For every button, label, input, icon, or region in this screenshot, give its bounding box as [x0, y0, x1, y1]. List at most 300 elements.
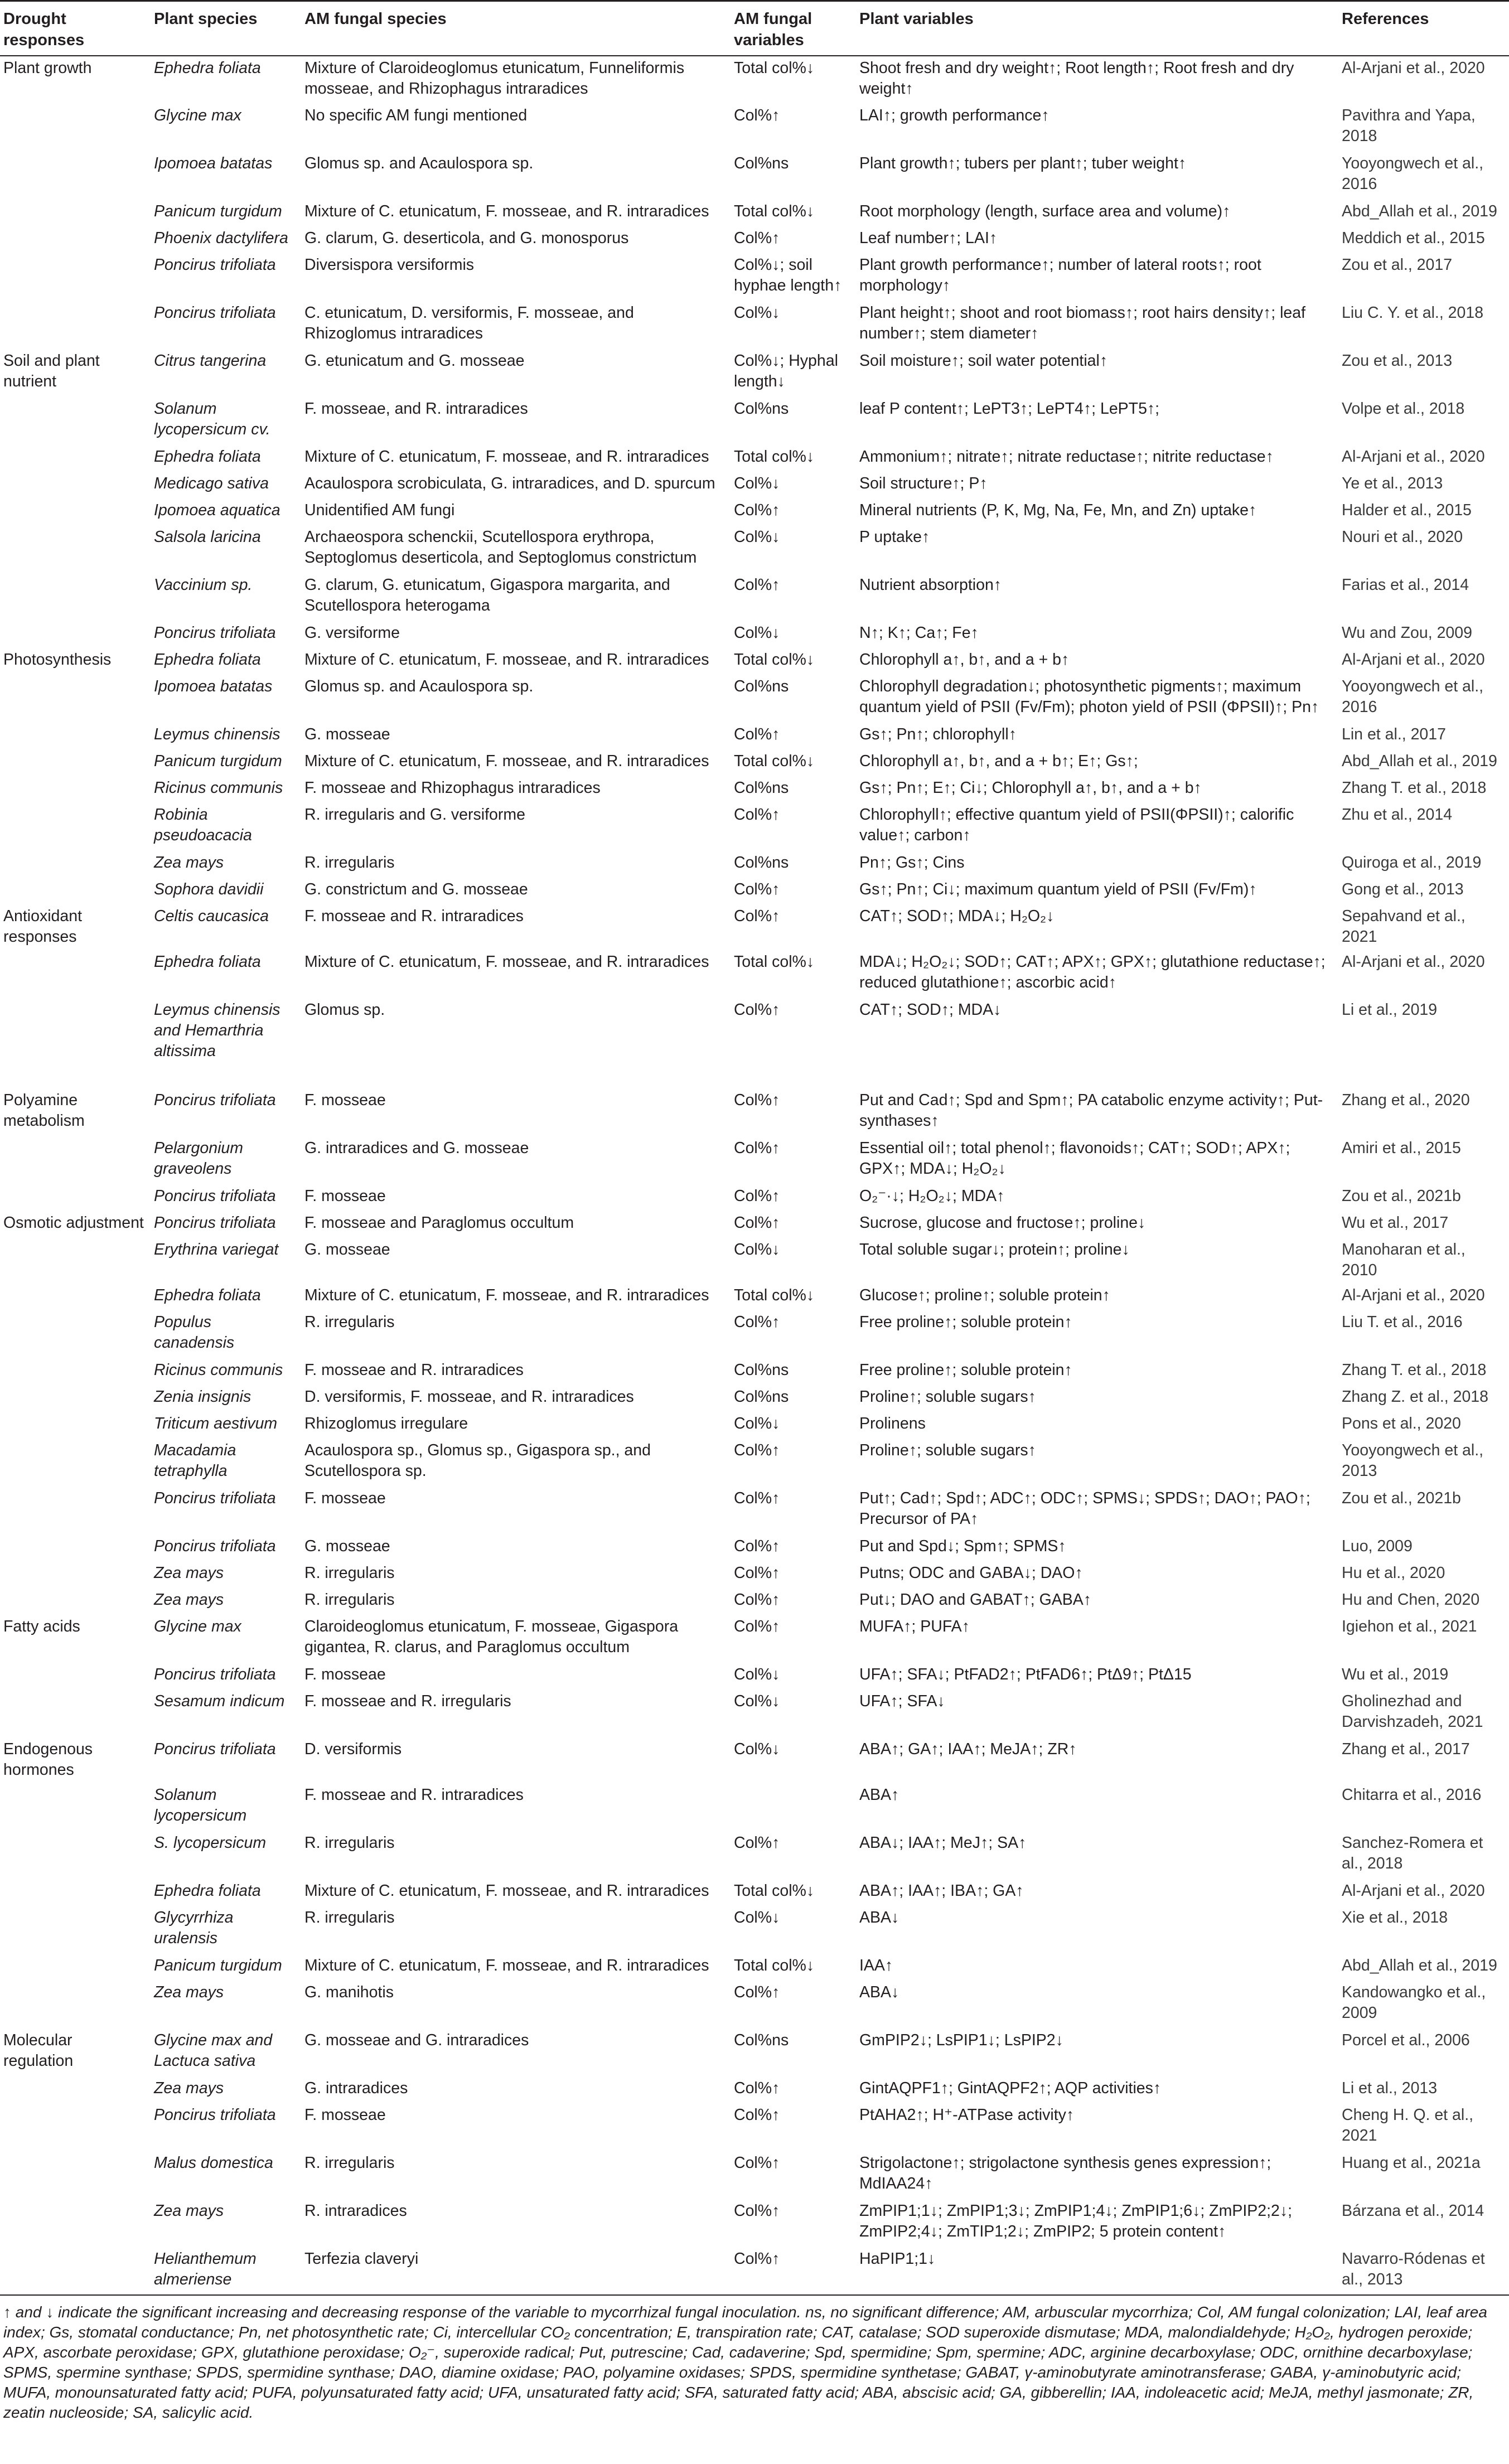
- cell-am-fungal-species: R. irregularis: [304, 1909, 395, 1926]
- cell-reference: Luo, 2009: [1342, 1537, 1413, 1555]
- cell-plant-species: Poncirus trifoliata: [154, 1537, 276, 1555]
- cell-am-fungal-species: F. mosseae: [304, 1091, 386, 1109]
- cell-reference: Igiehon et al., 2021: [1342, 1618, 1477, 1635]
- cell-reference: Yooyongwech et al., 2013: [1342, 1441, 1484, 1480]
- cell-plant-species: Poncirus trifoliata: [154, 1214, 276, 1232]
- cell-am-fungal-species: R. irregularis: [304, 1313, 395, 1331]
- cell-plant-variables: Put↑; Cad↑; Spd↑; ADC↑; ODC↑; SPMS↓; SPDS↑; DAO↑; PAO↑; Precursor of PA↑: [859, 1489, 1310, 1528]
- cell-am-fungal-variables: Total col%↓: [734, 1882, 815, 1900]
- table-body: [0, 56, 1509, 2295]
- cell-reference: Meddich et al., 2015: [1342, 229, 1485, 247]
- cell-reference: Al-Arjani et al., 2020: [1342, 1286, 1485, 1304]
- cell-am-fungal-species: No specific AM fungi mentioned: [304, 107, 528, 124]
- cell-plant-species: Panicum turgidum: [154, 202, 282, 220]
- cell-am-fungal-variables: Col%↑: [734, 229, 780, 247]
- cell-reference: Zhu et al., 2014: [1342, 806, 1453, 824]
- cell-reference: Zhang T. et al., 2018: [1342, 779, 1487, 797]
- cell-am-fungal-variables: Total col%↓: [734, 651, 815, 669]
- cell-plant-species: Poncirus trifoliata: [154, 256, 276, 274]
- cell-reference: Sanchez-Romera et al., 2018: [1342, 1834, 1483, 1872]
- cell-reference: Zou et al., 2013: [1342, 352, 1453, 370]
- cell-am-fungal-species: Diversispora versiformis: [304, 256, 475, 274]
- cell-drought-response: [0, 2076, 151, 2103]
- cell-am-fungal-variables: Col%↑: [734, 1618, 780, 1635]
- table-row: [0, 776, 1509, 803]
- table-row: [0, 1284, 1509, 1310]
- table-row: [0, 1238, 1509, 1284]
- cell-drought-response: [0, 1358, 151, 1385]
- cell-plant-variables: Shoot fresh and dry weight↑; Root length↑; Root fresh and dry weight↑: [859, 59, 1294, 98]
- cell-drought-response: [0, 621, 151, 648]
- cell-am-fungal-species: R. irregularis: [304, 1834, 395, 1852]
- cell-drought-response: Antioxidant responses: [3, 907, 83, 946]
- cell-reference: Al-Arjani et al., 2020: [1342, 448, 1485, 466]
- cell-am-fungal-variables: Col%↑: [734, 1441, 780, 1459]
- cell-plant-species: Helianthemum almeriense: [154, 2250, 257, 2288]
- cell-am-fungal-species: F. mosseae and Rhizophagus intraradices: [304, 779, 601, 797]
- cell-am-fungal-species: G. clarum, G. deserticola, and G. monosporus: [304, 229, 629, 247]
- cell-drought-response: [0, 200, 151, 226]
- table-row: [0, 1439, 1509, 1487]
- cell-am-fungal-variables: Total col%↓: [734, 59, 815, 77]
- cell-drought-response: [0, 998, 151, 1088]
- cell-am-fungal-species: G. intraradices: [304, 2079, 408, 2097]
- cell-reference: Yooyongwech et al., 2016: [1342, 677, 1484, 716]
- cell-reference: Gong et al., 2013: [1342, 880, 1464, 898]
- cell-plant-species: Vaccinium sp.: [154, 576, 253, 594]
- cell-am-fungal-variables: Col%ns: [734, 854, 789, 872]
- table-row: [0, 1831, 1509, 1879]
- cell-plant-variables: Pn↑; Gs↑; Cins: [859, 854, 965, 872]
- table-row: [0, 749, 1509, 776]
- cell-drought-response: [0, 226, 151, 253]
- cell-am-fungal-variables: Col%↑: [734, 1564, 780, 1582]
- cell-plant-species: Ephedra foliata: [154, 448, 261, 466]
- cell-am-fungal-species: Glomus sp. and Acaulospora sp.: [304, 154, 534, 172]
- cell-drought-response: [0, 2151, 151, 2199]
- cell-drought-response: [0, 1412, 151, 1439]
- cell-am-fungal-species: Mixture of C. etunicatum, F. mosseae, and R. intraradices: [304, 752, 709, 770]
- cell-plant-species: Salsola laricina: [154, 528, 261, 546]
- cell-am-fungal-variables: Total col%↓: [734, 953, 815, 971]
- table-row: [0, 472, 1509, 498]
- cell-drought-response: [0, 1954, 151, 1981]
- cell-plant-species: Ephedra foliata: [154, 1882, 261, 1900]
- cell-am-fungal-species: G. mosseae: [304, 725, 390, 743]
- cell-reference: Huang et al., 2021a: [1342, 2154, 1481, 2172]
- cell-plant-variables: Plant growth↑; tubers per plant↑; tuber weight↑: [859, 154, 1187, 172]
- cell-am-fungal-variables: [731, 1783, 856, 1831]
- cell-drought-response: [0, 104, 151, 152]
- cell-reference: Manoharan et al., 2010: [1342, 1241, 1466, 1279]
- cell-plant-variables: ABA↑: [859, 1786, 899, 1804]
- cell-am-fungal-species: Mixture of C. etunicatum, F. mosseae, and R. intraradices: [304, 651, 709, 669]
- cell-am-fungal-variables: Col%↓: [734, 624, 780, 642]
- cell-am-fungal-species: Mixture of C. etunicatum, F. mosseae, and R. intraradices: [304, 953, 709, 971]
- cell-am-fungal-variables: Col%↑: [734, 1537, 780, 1555]
- table-row: [0, 1906, 1509, 1954]
- cell-plant-variables: ABA↓: [859, 1983, 899, 2001]
- cell-drought-response: [0, 2103, 151, 2151]
- table-row: [0, 2076, 1509, 2103]
- cell-drought-response: [0, 950, 151, 998]
- cell-reference: Cheng H. Q. et al., 2021: [1342, 2106, 1474, 2144]
- cell-plant-variables: Prolinens: [859, 1415, 926, 1432]
- cell-plant-variables: CAT↑; SOD↑; MDA↓: [859, 1001, 1002, 1019]
- cell-am-fungal-variables: Col%↓: [734, 1241, 780, 1258]
- cell-plant-variables: Plant height↑; shoot and root biomass↑; root hairs density↑; leaf number↑; stem diameter↑: [859, 304, 1306, 342]
- cell-plant-variables: CAT↑; SOD↑; MDA↓; H₂O₂↓: [859, 907, 1055, 925]
- cell-am-fungal-variables: Total col%↓: [734, 202, 815, 220]
- cell-plant-variables: ZmPIP1;1↓; ZmPIP1;3↓; ZmPIP1;4↓; ZmPIP1;6↓; ZmPIP2;2↓; ZmPIP2;4↓; ZmTIP1;2↓; ZmPIP2; 5 protein content↑: [859, 2202, 1293, 2240]
- cell-plant-species: Populus canadensis: [154, 1313, 235, 1352]
- cell-plant-variables: PtAHA2↑; H⁺-ATPase activity↑: [859, 2106, 1075, 2124]
- cell-plant-species: Poncirus trifoliata: [154, 1187, 276, 1205]
- cell-am-fungal-variables: Total col%↓: [734, 752, 815, 770]
- cell-plant-species: Citrus tangerina: [154, 352, 267, 370]
- cell-reference: Li et al., 2019: [1342, 1001, 1438, 1019]
- cell-am-fungal-variables: Col%↑: [734, 1834, 780, 1852]
- table-row: [0, 1310, 1509, 1358]
- cell-plant-variables: Putns; ODC and GABA↓; DAO↑: [859, 1564, 1083, 1582]
- cell-am-fungal-species: Glomus sp. and Acaulospora sp.: [304, 677, 534, 695]
- cell-plant-species: Poncirus trifoliata: [154, 1091, 276, 1109]
- cell-drought-response: [0, 1588, 151, 1615]
- cell-plant-species: Poncirus trifoliata: [154, 624, 276, 642]
- cell-am-fungal-species: Mixture of C. etunicatum, F. mosseae, and R. intraradices: [304, 1957, 709, 1974]
- cell-reference: Sepahvand et al., 2021: [1342, 907, 1466, 946]
- cell-drought-response: [0, 1439, 151, 1487]
- cell-plant-variables: ABA↓: [859, 1909, 899, 1926]
- cell-drought-response: [0, 1487, 151, 1534]
- table-row: [0, 675, 1509, 723]
- cell-plant-species: S. lycopersicum: [154, 1834, 267, 1852]
- cell-am-fungal-species: F. mosseae: [304, 1187, 386, 1205]
- cell-drought-response: Photosynthesis: [3, 651, 112, 669]
- cell-plant-species: Glycine max: [154, 107, 241, 124]
- cell-am-fungal-variables: Col%↑: [734, 2079, 780, 2097]
- table-row: [0, 1136, 1509, 1184]
- cell-drought-response: [0, 1284, 151, 1310]
- cell-reference: Liu C. Y. et al., 2018: [1342, 304, 1484, 322]
- cell-am-fungal-variables: Col%ns: [734, 677, 789, 695]
- cell-am-fungal-variables: Col%↑: [734, 1313, 780, 1331]
- table-row: [0, 1783, 1509, 1831]
- cell-am-fungal-species: Mixture of Claroideoglomus etunicatum, Funneliformis mosseae, and Rhizophagus intraradices: [304, 59, 685, 98]
- cell-reference: Hu et al., 2020: [1342, 1564, 1445, 1582]
- cell-am-fungal-variables: Col%↑: [734, 576, 780, 594]
- cell-am-fungal-variables: Col%ns: [734, 400, 789, 418]
- table-row: [0, 1588, 1509, 1615]
- table-row: [0, 878, 1509, 904]
- cell-plant-species: Poncirus trifoliata: [154, 1489, 276, 1507]
- cell-am-fungal-species: Terfezia claveryi: [304, 2250, 419, 2268]
- cell-reference: Lin et al., 2017: [1342, 725, 1446, 743]
- cell-plant-species: Ipomoea batatas: [154, 154, 273, 172]
- table-row: [0, 152, 1509, 200]
- cell-plant-species: Glycine max: [154, 1618, 241, 1635]
- header-row: [0, 1, 1509, 56]
- cell-drought-response: [0, 1690, 151, 1737]
- cell-reference: Abd_Allah et al., 2019: [1342, 202, 1497, 220]
- table-row: [0, 723, 1509, 749]
- cell-plant-species: Zea mays: [154, 1591, 224, 1609]
- cell-plant-variables: Gs↑; Pn↑; Ci↓; maximum quantum yield of PSII (Fv/Fm)↑: [859, 880, 1257, 898]
- cell-am-fungal-variables: Col%ns: [734, 1361, 789, 1379]
- table-row: [0, 803, 1509, 851]
- cell-plant-variables: Put↓; DAO and GABAT↑; GABA↑: [859, 1591, 1092, 1609]
- cell-am-fungal-variables: Col%↓: [734, 475, 780, 492]
- cell-am-fungal-species: G. constrictum and G. mosseae: [304, 880, 528, 898]
- cell-plant-species: Zea mays: [154, 854, 224, 872]
- table-row: [0, 621, 1509, 648]
- table-row: [0, 349, 1509, 397]
- cell-plant-variables: Put and Spd↓; Spm↑; SPMS↑: [859, 1537, 1066, 1555]
- cell-reference: Kandowangko et al., 2009: [1342, 1983, 1486, 2022]
- cell-am-fungal-species: Acaulospora sp., Glomus sp., Gigaspora sp., and Scutellospora sp.: [304, 1441, 651, 1480]
- cell-reference: Xie et al., 2018: [1342, 1909, 1448, 1926]
- cell-am-fungal-variables: Col%↑: [734, 1591, 780, 1609]
- cell-drought-response: [0, 1184, 151, 1211]
- cell-plant-variables: Sucrose, glucose and fructose↑; proline↓: [859, 1214, 1146, 1232]
- cell-drought-response: [0, 1981, 151, 2029]
- header-drought-responses: Drought responses: [3, 10, 85, 49]
- cell-plant-species: Ephedra foliata: [154, 651, 261, 669]
- cell-am-fungal-species: C. etunicatum, D. versiformis, F. mosseae, and Rhizoglomus intraradices: [304, 304, 634, 342]
- cell-plant-variables: Total soluble sugar↓; protein↑; proline↓: [859, 1241, 1130, 1258]
- cell-am-fungal-variables: Col%↑: [734, 2106, 780, 2124]
- cell-plant-species: Phoenix dactylifera: [154, 229, 288, 247]
- cell-am-fungal-species: Mixture of C. etunicatum, F. mosseae, and R. intraradices: [304, 1286, 709, 1304]
- cell-plant-species: Poncirus trifoliata: [154, 304, 276, 322]
- cell-reference: Al-Arjani et al., 2020: [1342, 59, 1485, 77]
- table-row: [0, 1615, 1509, 1663]
- cell-reference: Wu et al., 2019: [1342, 1666, 1449, 1683]
- table-row: [0, 1561, 1509, 1588]
- cell-drought-response: Polyamine metabolism: [3, 1091, 85, 1130]
- cell-reference: Amiri et al., 2015: [1342, 1139, 1461, 1157]
- cell-plant-variables: Chlorophyll a↑, b↑, and a + b↑: [859, 651, 1070, 669]
- table-row: [0, 1981, 1509, 2029]
- table-row: [0, 301, 1509, 349]
- cell-plant-variables: Glucose↑; proline↑; soluble protein↑: [859, 1286, 1110, 1304]
- cell-drought-response: [0, 253, 151, 301]
- cell-am-fungal-species: Archaeospora schenckii, Scutellospora erythropa, Septoglomus deserticola, and Septoglomus constrictum: [304, 528, 697, 567]
- cell-am-fungal-variables: Col%↑: [734, 501, 780, 519]
- cell-drought-response: [0, 1663, 151, 1690]
- cell-am-fungal-species: R. irregularis and G. versiforme: [304, 806, 525, 824]
- cell-reference: Navarro-Ródenas et al., 2013: [1342, 2250, 1485, 2288]
- cell-drought-response: [0, 675, 151, 723]
- table-row: [0, 56, 1509, 104]
- table-row: [0, 445, 1509, 472]
- cell-am-fungal-species: F. mosseae, and R. intraradices: [304, 400, 528, 418]
- cell-plant-variables: Soil moisture↑; soil water potential↑: [859, 352, 1108, 370]
- cell-plant-species: Panicum turgidum: [154, 1957, 282, 1974]
- header-plant-variables: Plant variables: [859, 10, 974, 28]
- cell-am-fungal-species: G. clarum, G. etunicatum, Gigaspora margarita, and Scutellospora heterogama: [304, 576, 670, 614]
- cell-drought-response: [0, 776, 151, 803]
- cell-am-fungal-species: R. irregularis: [304, 854, 395, 872]
- cell-am-fungal-species: R. intraradices: [304, 2202, 407, 2220]
- cell-am-fungal-species: G. versiforme: [304, 624, 400, 642]
- cell-reference: Liu T. et al., 2016: [1342, 1313, 1463, 1331]
- cell-plant-species: Glycine max and Lactuca sativa: [154, 2031, 273, 2070]
- cell-am-fungal-species: Glomus sp.: [304, 1001, 385, 1019]
- cell-plant-species: Ricinus communis: [154, 1361, 283, 1379]
- cell-drought-response: [0, 723, 151, 749]
- cell-reference: Bárzana et al., 2014: [1342, 2202, 1484, 2220]
- header-plant-species: Plant species: [154, 10, 258, 28]
- cell-drought-response: [0, 1310, 151, 1358]
- cell-am-fungal-species: F. mosseae and R. irregularis: [304, 1692, 511, 1710]
- cell-am-fungal-variables: Col%↑: [734, 2154, 780, 2172]
- cell-plant-variables: UFA↑; SFA↓: [859, 1692, 945, 1710]
- cell-plant-variables: Nutrient absorption↑: [859, 576, 1002, 594]
- cell-reference: Ye et al., 2013: [1342, 475, 1443, 492]
- cell-plant-variables: Leaf number↑; LAI↑: [859, 229, 998, 247]
- cell-reference: Chitarra et al., 2016: [1342, 1786, 1482, 1804]
- cell-drought-response: Molecular regulation: [3, 2031, 74, 2070]
- cell-reference: Wu et al., 2017: [1342, 1214, 1449, 1232]
- cell-drought-response: [0, 1906, 151, 1954]
- cell-plant-species: Zea mays: [154, 2202, 224, 2220]
- cell-reference: Abd_Allah et al., 2019: [1342, 752, 1497, 770]
- cell-plant-variables: GmPIP2↓; LsPIP1↓; LsPIP2↓: [859, 2031, 1063, 2049]
- cell-plant-species: Zea mays: [154, 1983, 224, 2001]
- cell-am-fungal-species: Mixture of C. etunicatum, F. mosseae, and R. intraradices: [304, 1882, 709, 1900]
- cell-am-fungal-variables: Col%ns: [734, 779, 789, 797]
- cell-plant-variables: Put and Cad↑; Spd and Spm↑; PA catabolic enzyme activity↑; Put-synthases↑: [859, 1091, 1323, 1130]
- cell-plant-variables: Plant growth performance↑; number of lateral roots↑; root morphology↑: [859, 256, 1261, 294]
- cell-plant-variables: Gs↑; Pn↑; chlorophyll↑: [859, 725, 1017, 743]
- cell-am-fungal-variables: Col%↑: [734, 1139, 780, 1157]
- cell-plant-species: Leymus chinensis: [154, 725, 280, 743]
- cell-plant-species: Macadamia tetraphylla: [154, 1441, 236, 1480]
- cell-drought-response: [0, 1783, 151, 1831]
- cell-plant-species: Ipomoea batatas: [154, 677, 273, 695]
- table-row: [0, 1412, 1509, 1439]
- cell-plant-species: Ricinus communis: [154, 779, 283, 797]
- table-row: [0, 1385, 1509, 1412]
- cell-plant-species: Robinia pseudoacacia: [154, 806, 252, 844]
- cell-plant-variables: N↑; K↑; Ca↑; Fe↑: [859, 624, 979, 642]
- cell-drought-response: [0, 445, 151, 472]
- cell-am-fungal-species: F. mosseae and Paraglomus occultum: [304, 1214, 574, 1232]
- cell-plant-variables: Chlorophyll↑; effective quantum yield of PSII(ΦPSII)↑; calorific value↑; carbon↑: [859, 806, 1294, 844]
- cell-plant-variables: ABA↓; IAA↑; MeJ↑; SA↑: [859, 1834, 1027, 1852]
- table-row: [0, 851, 1509, 878]
- table-row: [0, 573, 1509, 621]
- cell-plant-species: Poncirus trifoliata: [154, 1740, 276, 1758]
- cell-drought-response: Osmotic adjustment: [3, 1214, 144, 1232]
- cell-plant-variables: MUFA↑; PUFA↑: [859, 1618, 970, 1635]
- cell-plant-variables: ABA↑; GA↑; IAA↑; MeJA↑; ZR↑: [859, 1740, 1077, 1758]
- cell-plant-species: Sesamum indicum: [154, 1692, 285, 1710]
- cell-plant-variables: Free proline↑; soluble protein↑: [859, 1361, 1072, 1379]
- cell-am-fungal-species: Acaulospora scrobiculata, G. intraradices, and D. spurcum: [304, 475, 715, 492]
- cell-plant-species: Ipomoea aquatica: [154, 501, 280, 519]
- cell-reference: Pavithra and Yapa, 2018: [1342, 107, 1476, 145]
- table-row: [0, 2103, 1509, 2151]
- cell-plant-species: Celtis caucasica: [154, 907, 269, 925]
- cell-plant-variables: leaf P content↑; LePT3↑; LePT4↑; LePT5↑;: [859, 400, 1160, 418]
- table-row: [0, 648, 1509, 675]
- cell-am-fungal-variables: Col%↓: [734, 304, 780, 322]
- table-row: [0, 397, 1509, 445]
- cell-reference: Volpe et al., 2018: [1342, 400, 1465, 418]
- cell-am-fungal-species: G. intraradices and G. mosseae: [304, 1139, 529, 1157]
- cell-plant-species: Ephedra foliata: [154, 953, 261, 971]
- cell-am-fungal-variables: Col%↓: [734, 1415, 780, 1432]
- cell-plant-species: Sophora davidii: [154, 880, 264, 898]
- cell-reference: Zou et al., 2021b: [1342, 1489, 1461, 1507]
- table-row: [0, 904, 1509, 950]
- cell-plant-variables: LAI↑; growth performance↑: [859, 107, 1049, 124]
- cell-drought-response: [0, 2247, 151, 2295]
- table-row: [0, 1663, 1509, 1690]
- cell-plant-variables: MDA↓; H₂O₂↓; SOD↑; CAT↑; APX↑; GPX↑; glutathione reductase↑; reduced glutathione↑; ascorbic acid↑: [859, 953, 1326, 991]
- cell-plant-species: Zenia insignis: [154, 1388, 252, 1406]
- cell-am-fungal-species: R. irregularis: [304, 2154, 395, 2172]
- cell-plant-variables: UFA↑; SFA↓; PtFAD2↑; PtFAD6↑; PtΔ9↑; PtΔ15: [859, 1666, 1192, 1683]
- cell-drought-response: [0, 498, 151, 525]
- cell-drought-response: [0, 1238, 151, 1284]
- cell-am-fungal-variables: Total col%↓: [734, 448, 815, 466]
- table-row: [0, 200, 1509, 226]
- cell-plant-species: Ephedra foliata: [154, 1286, 261, 1304]
- cell-reference: Zhang Z. et al., 2018: [1342, 1388, 1488, 1406]
- cell-am-fungal-variables: Total col%↓: [734, 1957, 815, 1974]
- header-am-fungal-variables: AM fungal variables: [734, 10, 812, 49]
- cell-drought-response: [0, 803, 151, 851]
- cell-drought-response: [0, 472, 151, 498]
- cell-am-fungal-species: R. irregularis: [304, 1591, 395, 1609]
- cell-reference: Hu and Chen, 2020: [1342, 1591, 1480, 1609]
- cell-am-fungal-variables: Col%ns: [734, 2031, 789, 2049]
- cell-plant-species: Zea mays: [154, 2079, 224, 2097]
- cell-am-fungal-variables: Col%↑: [734, 2202, 780, 2220]
- cell-am-fungal-species: G. mosseae: [304, 1537, 390, 1555]
- table-row: [0, 1088, 1509, 1136]
- cell-am-fungal-species: G. manihotis: [304, 1983, 394, 2001]
- cell-plant-variables: IAA↑: [859, 1957, 893, 1974]
- cell-am-fungal-species: G. mosseae and G. intraradices: [304, 2031, 529, 2049]
- cell-plant-variables: Essential oil↑; total phenol↑; flavonoids↑; CAT↑; SOD↑; APX↑; GPX↑; MDA↓; H₂O₂↓: [859, 1139, 1290, 1178]
- cell-am-fungal-variables: Total col%↓: [734, 1286, 815, 1304]
- table-row: [0, 1358, 1509, 1385]
- cell-reference: Nouri et al., 2020: [1342, 528, 1463, 546]
- cell-am-fungal-variables: Col%↓: [734, 1740, 780, 1758]
- cell-am-fungal-variables: Col%↓: [734, 528, 780, 546]
- cell-am-fungal-species: Mixture of C. etunicatum, F. mosseae, and R. intraradices: [304, 448, 709, 466]
- table-row: [0, 950, 1509, 998]
- cell-reference: Yooyongwech et al., 2016: [1342, 154, 1484, 193]
- cell-drought-response: [0, 1561, 151, 1588]
- cell-drought-response: [0, 152, 151, 200]
- table-row: [0, 104, 1509, 152]
- cell-plant-species: Panicum turgidum: [154, 752, 282, 770]
- table-row: [0, 1534, 1509, 1561]
- table-row: [0, 2247, 1509, 2295]
- table-row: [0, 525, 1509, 573]
- cell-am-fungal-species: D. versiformis: [304, 1740, 402, 1758]
- cell-am-fungal-variables: Col%ns: [734, 154, 789, 172]
- cell-plant-variables: GintAQPF1↑; GintAQPF2↑; AQP activities↑: [859, 2079, 1162, 2097]
- cell-reference: Zhang et al., 2020: [1342, 1091, 1470, 1109]
- cell-plant-species: Malus domestica: [154, 2154, 273, 2172]
- cell-am-fungal-species: Unidentified AM fungi: [304, 501, 455, 519]
